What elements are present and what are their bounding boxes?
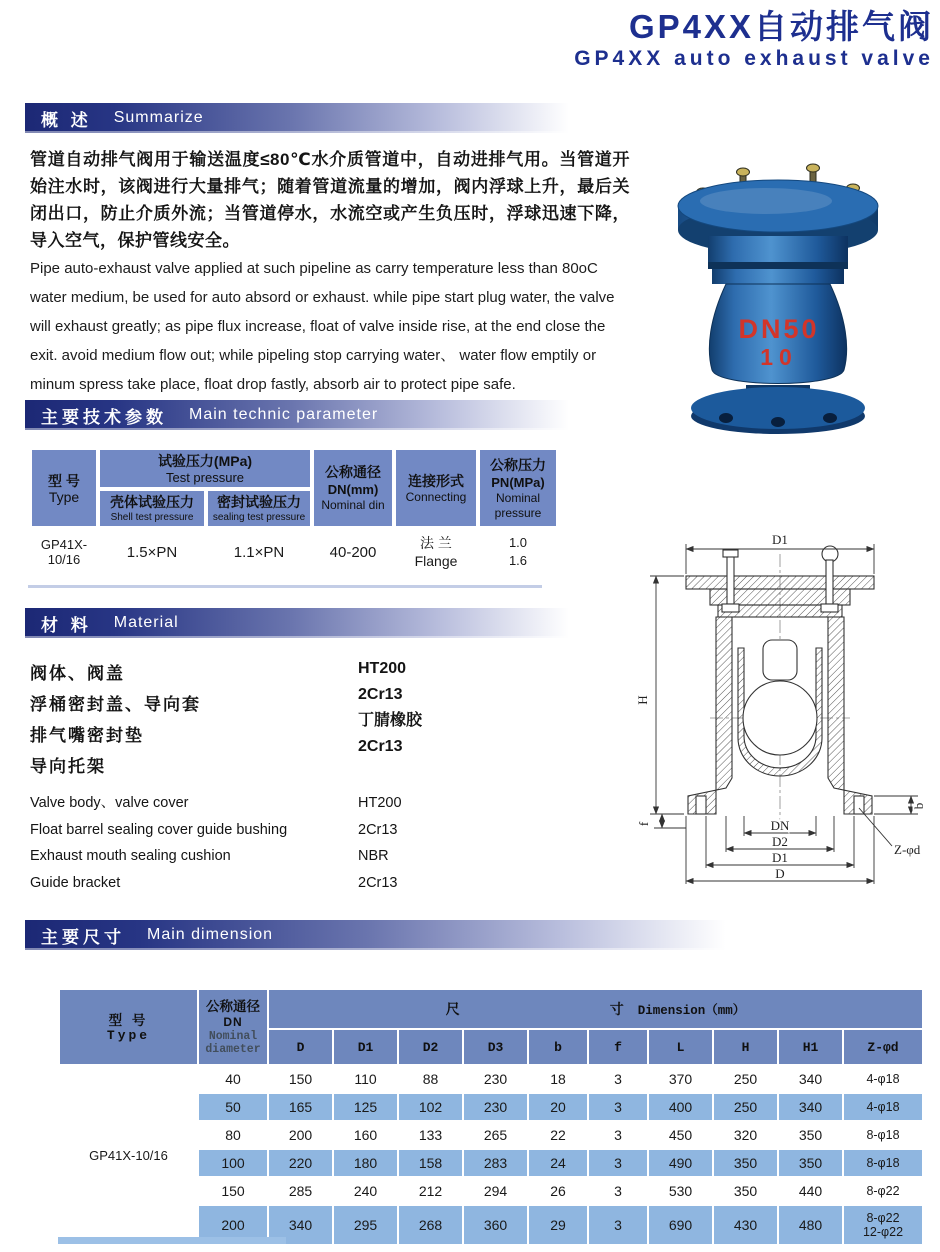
material-en-row: [30, 790, 402, 817]
material-en-row: [30, 817, 402, 844]
cell-connecting-zh: 法 兰: [420, 535, 452, 551]
cell-shell-pressure: 1.5×PN: [100, 530, 204, 574]
col-header-dn-en: Nominal din: [321, 498, 385, 512]
label-h: H: [635, 695, 650, 705]
size-header-zh1: 尺: [445, 1001, 460, 1017]
cell-pn: [480, 530, 556, 574]
dim-col-header-dn: [199, 990, 267, 1064]
cell-z: [844, 1066, 922, 1092]
z-line: 8-φ18: [866, 1128, 900, 1142]
cell: 200: [269, 1122, 332, 1148]
section-header-summary: [25, 103, 580, 133]
dim-col-dn-zh: 公称通径: [206, 999, 260, 1014]
page-title: [574, 8, 934, 72]
cell: 490: [649, 1150, 712, 1176]
summary-paragraph-en: Pipe auto-exhaust valve applied at such pipeline as carry temperature less than 80oC water medium, be used for auto absord or exhaust. while pipe start plug water, the valve will exhaust greatly; as pipe flux increase, float of valve inside rise, at the end close the exit. avoid medium flow out; while pipeling stop carrying water、 water flow emptily or minum spress take place, float drop fastly, absorb air to protect pipe safe.: [30, 260, 615, 393]
col-D3: D3: [464, 1030, 527, 1064]
section-header-material: [25, 608, 580, 638]
cell: 690: [649, 1206, 712, 1244]
dim-col-type-en: Type: [106, 1028, 151, 1043]
cell-seal-pressure: 1.1×PN: [208, 530, 310, 574]
cell: 3: [589, 1122, 647, 1148]
col-header-type-en: Type: [48, 488, 80, 505]
col-H: H: [714, 1030, 777, 1064]
cell: 230: [464, 1066, 527, 1092]
cell-dn: 150: [199, 1178, 267, 1204]
col-header-seal-zh: 密封试验压力: [217, 494, 301, 510]
cell: 22: [529, 1122, 587, 1148]
material-en-value: NBR: [358, 848, 389, 864]
z-line: 12-φ22: [862, 1225, 904, 1239]
cell-pn-1: 1.0: [508, 535, 528, 550]
col-Z-phi-d: Z-φd: [844, 1030, 922, 1064]
size-header-zh2: 寸: [609, 1001, 624, 1017]
cell: 3: [589, 1094, 647, 1120]
cell: 3: [589, 1150, 647, 1176]
label-d1-bottom: D1: [772, 850, 788, 865]
material-en-row: [30, 843, 402, 870]
col-f: f: [589, 1030, 647, 1064]
cell-dn: 80: [199, 1122, 267, 1148]
dim-col-dn-en: Nominal diameter: [205, 1030, 261, 1056]
material-zh-name: 浮桶密封盖、导向套: [30, 695, 201, 714]
col-header-type: [32, 450, 96, 526]
material-zh-name: 阀体、阀盖: [30, 664, 125, 683]
cell: 283: [464, 1150, 527, 1176]
z-line: 8-φ22: [866, 1184, 900, 1198]
cell: 350: [779, 1150, 842, 1176]
cell: 165: [269, 1094, 332, 1120]
cell-dn: 200: [199, 1206, 267, 1244]
label-d: D: [775, 866, 785, 881]
cell: 340: [269, 1206, 332, 1244]
cell: 180: [334, 1150, 397, 1176]
cell: 220: [269, 1150, 332, 1176]
material-en-value: 2Cr13: [358, 874, 398, 891]
cell: 160: [334, 1122, 397, 1148]
section-header-dimension: [25, 920, 740, 950]
cell: 20: [529, 1094, 587, 1120]
cell: 133: [399, 1122, 462, 1148]
col-b: b: [529, 1030, 587, 1064]
col-header-test-pressure: [100, 450, 310, 487]
cell: 265: [464, 1122, 527, 1148]
col-H1: H1: [779, 1030, 842, 1064]
dim-col-dn-zh2: DN: [223, 1015, 243, 1029]
material-list-zh-names: [30, 658, 201, 782]
cell: 295: [334, 1206, 397, 1244]
cell: 294: [464, 1178, 527, 1204]
valve-photo-graphic: [678, 164, 878, 434]
z-line: 8-φ18: [866, 1156, 900, 1170]
cell-pn-2: 1.6: [508, 553, 528, 568]
cell: 480: [779, 1206, 842, 1244]
section-header-dimension-en: Main dimension: [147, 926, 274, 943]
material-en-name: Valve body、valve cover: [30, 795, 189, 811]
material-en-name: Exhaust mouth sealing cushion: [30, 848, 231, 864]
col-header-pn-en: Nominal pressure: [494, 490, 542, 520]
page-title-en: GP4XX auto exhaust valve: [574, 47, 934, 70]
cell: 340: [779, 1094, 842, 1120]
page-title-zh: GP4XX自动排气阀: [628, 8, 934, 45]
material-zh-value: 2Cr13: [358, 686, 403, 703]
cell-z: [844, 1178, 922, 1204]
dimension-table-bottom-strip: [58, 1237, 286, 1244]
cell-dn: 40: [199, 1066, 267, 1092]
material-en-name: Guide bracket: [30, 874, 121, 891]
cell: 350: [779, 1122, 842, 1148]
size-header-en: Dimension（mm）: [637, 1004, 746, 1018]
col-header-connecting: [396, 450, 476, 526]
col-header-pn-zh2: PN(MPa): [491, 474, 545, 490]
material-en-value: HT200: [358, 795, 402, 811]
col-header-seal-en: sealing test pressure: [212, 512, 306, 523]
cell: 158: [399, 1150, 462, 1176]
material-list-en: [30, 790, 402, 896]
cell: 150: [269, 1066, 332, 1092]
col-header-dn-zh2: DN(mm): [327, 482, 379, 497]
cell: 360: [464, 1206, 527, 1244]
material-en-name: Float barrel sealing cover guide bushing: [30, 821, 288, 838]
material-zh-value: 丁腈橡胶: [358, 712, 423, 729]
cell: 350: [714, 1150, 777, 1176]
z-line: 8-φ22: [866, 1211, 900, 1225]
col-header-dn-zh: 公称通径: [325, 464, 381, 480]
col-header-pn: [480, 450, 556, 526]
material-zh-name: 导向托架: [30, 757, 106, 776]
label-f: f: [636, 821, 651, 827]
cell-z: [844, 1122, 922, 1148]
dim-col-type-zh: 型 号: [108, 1013, 149, 1028]
col-L: L: [649, 1030, 712, 1064]
summary-paragraph-zh: 管道自动排气阀用于输送温度≤80℃水介质管道中，自动进排气用。当管道开始注水时，该阀进行大量排气；随着管道流量的增加，阀内浮球上升，最后关闭出口，防止介质外流；当管道停水，水流空或产生负压时，浮球迅速下降，导入空气，保护管线安全。: [30, 150, 630, 250]
cell-z: [844, 1150, 922, 1176]
cell-z: [844, 1094, 922, 1120]
cell: 370: [649, 1066, 712, 1092]
col-header-test-zh: 试验压力(MPa): [157, 453, 253, 469]
material-list-zh-values: [358, 656, 422, 760]
cell: 268: [399, 1206, 462, 1244]
material-zh-value: HT200: [358, 660, 407, 677]
dimension-table: [58, 988, 924, 1246]
col-header-seal-test: [208, 491, 310, 526]
section-header-parameter-zh: 主要技术参数: [41, 407, 167, 427]
material-zh-name: 排气嘴密封垫: [30, 726, 144, 745]
section-header-summary-zh: 概 述: [41, 110, 92, 130]
section-header-material-zh: 材 料: [41, 615, 92, 635]
col-header-shell-test: [100, 491, 204, 526]
col-header-type-zh: 型 号: [48, 472, 80, 489]
label-z-phi-d: Z-φd: [894, 842, 921, 857]
material-en-value: 2Cr13: [358, 821, 398, 838]
z-line: 4-φ18: [866, 1072, 900, 1086]
material-en-row: [30, 870, 402, 897]
cell: 285: [269, 1178, 332, 1204]
cell-dn: 50: [199, 1094, 267, 1120]
product-photo: [648, 158, 910, 434]
col-D1: D1: [334, 1030, 397, 1064]
cell-model: GP41X-10/16: [32, 530, 96, 574]
cell: 250: [714, 1094, 777, 1120]
tech-table-underline: [28, 585, 542, 588]
col-header-pn-zh: 公称压力: [490, 456, 546, 473]
cell: 230: [464, 1094, 527, 1120]
tech-parameter-table: [28, 446, 560, 578]
col-header-shell-en: Shell test pressure: [110, 512, 194, 523]
technical-drawing: [630, 530, 932, 886]
cell: 88: [399, 1066, 462, 1092]
col-header-conn-zh: 连接形式: [408, 472, 464, 489]
cell-z: [844, 1206, 922, 1244]
cell: 3: [589, 1066, 647, 1092]
label-dn: DN: [770, 818, 790, 833]
cell: 110: [334, 1066, 397, 1092]
cell: 240: [334, 1178, 397, 1204]
cell: 3: [589, 1178, 647, 1204]
section-header-parameter: [25, 400, 580, 430]
col-header-shell-zh: 壳体试验压力: [110, 494, 194, 510]
section-header-summary-en: Summarize: [113, 109, 204, 126]
z-line: 4-φ18: [866, 1100, 900, 1114]
cell: 440: [779, 1178, 842, 1204]
col-header-dn: [314, 450, 392, 526]
cell: 3: [589, 1206, 647, 1244]
tech-table-row: [32, 530, 556, 574]
table-row: [60, 1066, 922, 1092]
cell-connecting-en: Flange: [414, 553, 458, 569]
cell: 102: [399, 1094, 462, 1120]
cell: 250: [714, 1066, 777, 1092]
cell: 530: [649, 1178, 712, 1204]
cell: 320: [714, 1122, 777, 1148]
cast-mark-dn50: DN50: [738, 314, 820, 344]
col-D: D: [269, 1030, 332, 1064]
section-header-dimension-zh: 主要尺寸: [41, 927, 125, 947]
material-zh-value: 2Cr13: [358, 738, 403, 755]
label-d1-top: D1: [772, 532, 788, 547]
col-D2: D2: [399, 1030, 462, 1064]
label-b: b: [911, 802, 926, 810]
label-d2: D2: [772, 834, 788, 849]
cell: 340: [779, 1066, 842, 1092]
cell-connecting: [396, 530, 476, 574]
section-header-material-en: Material: [113, 614, 179, 631]
cell: 26: [529, 1178, 587, 1204]
cast-mark-10: 10: [760, 344, 798, 370]
cell-type-value: GP41X-10/16: [60, 1066, 197, 1244]
valve-section: [686, 546, 874, 814]
section-header-parameter-en: Main technic parameter: [189, 406, 379, 423]
cell: 212: [399, 1178, 462, 1204]
cell: 450: [649, 1122, 712, 1148]
cell: 400: [649, 1094, 712, 1120]
cell: 18: [529, 1066, 587, 1092]
cell: 24: [529, 1150, 587, 1176]
cell-dn: 100: [199, 1150, 267, 1176]
col-header-test-en: Test pressure: [165, 470, 245, 485]
cell: 125: [334, 1094, 397, 1120]
dim-col-header-type: [60, 990, 197, 1064]
cell: 430: [714, 1206, 777, 1244]
cell-dn-range: 40-200: [314, 530, 392, 574]
cell: 29: [529, 1206, 587, 1244]
dim-col-header-size: [269, 990, 922, 1028]
col-header-conn-en: Connecting: [405, 489, 467, 504]
cell: 350: [714, 1178, 777, 1204]
